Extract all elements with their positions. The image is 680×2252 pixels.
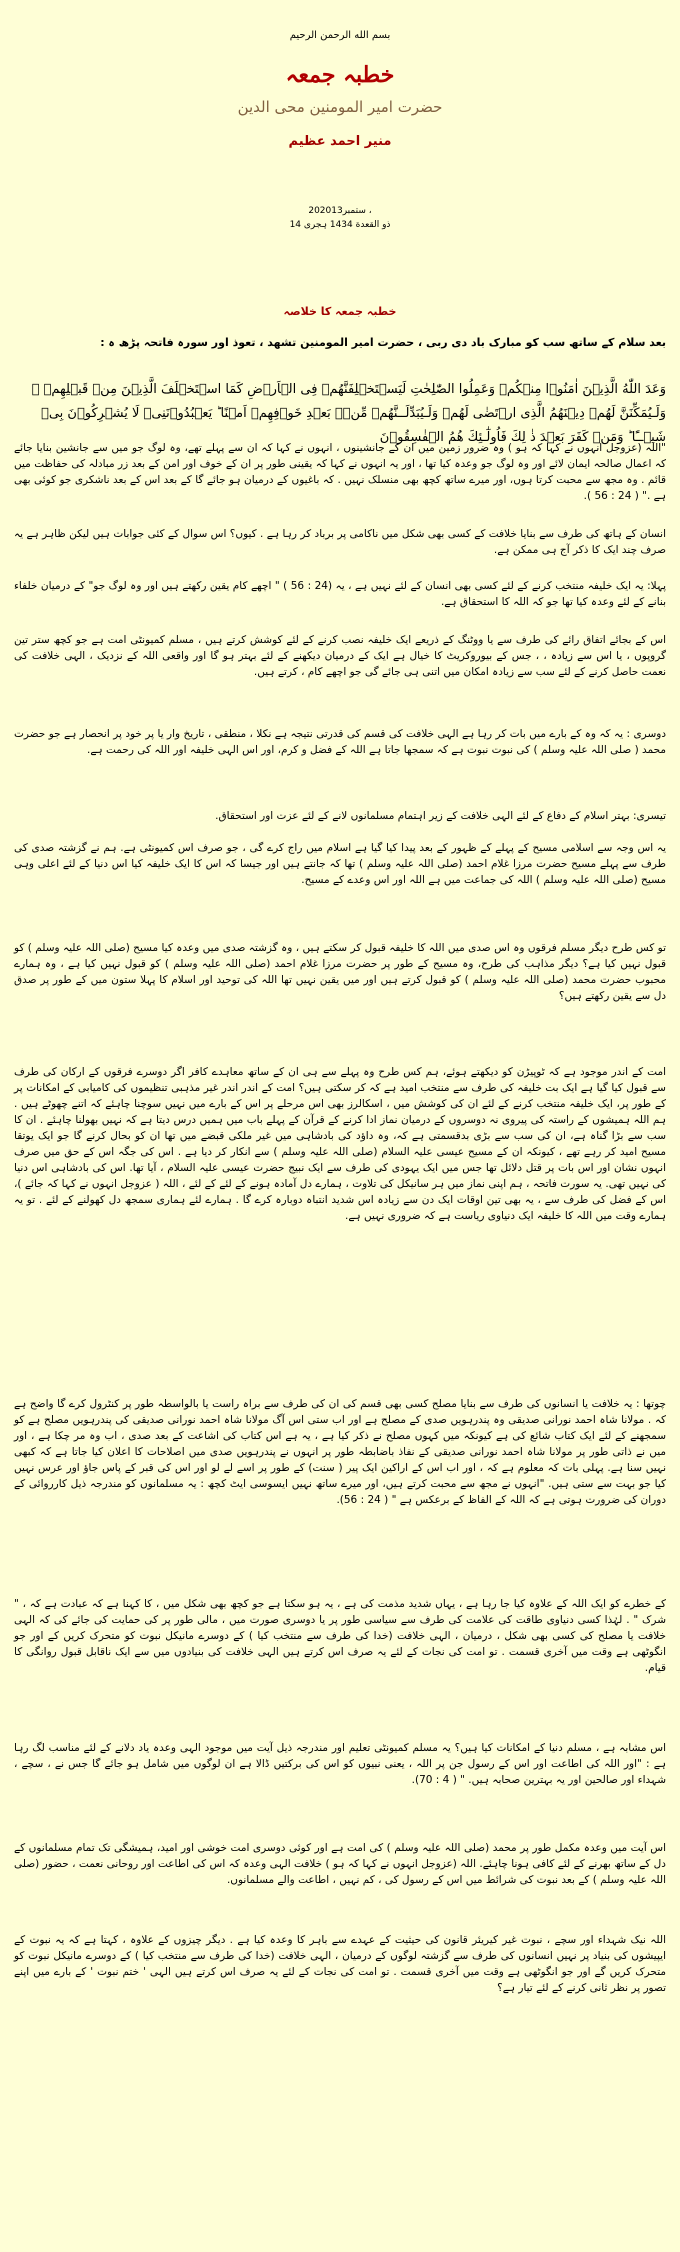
- paragraph: دوسری : یہ کہ وہ کے بارے میں بات کر رہا ہے الہی خلافت کی قسم کی قدرتی نتیجہ ہے نکلا ، منطقی ، تاریخ وار یا پر خود پر انحصار ہے جو حضرت محمد ( صلی اللہ علیہ وسلم ) کی نبوت نبوت ہے کہ سمجھا جاتا ہے اللہ کے فضل و کرم، اور اس الہی خلیفہ اور اللہ کی رحمت ہے.: [14, 728, 666, 756]
- intro-text: بعد سلام کے ساتھ سب کو مبارک باد دی ربی ، حضرت امیر المومنین تشھد ، تعوذ اور سورہ فاتحہ پڑھ ہ :: [100, 336, 666, 349]
- paragraph: یہ اس وجہ سے اسلامی مسیح کے پہلے کے ظہور کے بعد پیدا کیا گیا ہے اسلام میں راج کرے گی ، جو صرف اس کمیونٹی ہے. ہم نے گزشتہ صدی کی طرف سے پہلے مسیح حضرت مرزا غلام احمد (صلی اللہ علیہ وسلم ) تھا کہ جانتے ہیں اور جیسا کہ اس کا ایک خلیفہ کیا اس دنیا کے لئے اعلی وہی مسیح (صلی اللہ علیہ وسلم ) اللہ کی جماعت میں ہے اللہ اور اس وعدے کے مسیح.: [14, 842, 666, 886]
- quran-verse: وَعَدَ اللّٰهُ الَّذِيۡنَ اٰمَنُوۡا مِنۡكُمۡ وَعَمِلُوا الصّٰلِحٰتِ لَيَسۡتَخۡلِفَنَّهُمۡ فِى الۡاَرۡضِ كَمَا اسۡتَخۡلَفَ الَّذِيۡنَ مِنۡ قَبۡلِهِمۡ ۖ وَلَـيُمَكِّنَنَّ لَهُمۡ دِيۡنَهُمُ الَّذِى ارۡتَضٰى لَهُمۡ وَلَـيُبَدِّلَــنَّهُمۡ مِّنۡۢ بَعۡدِ خَوۡفِهِمۡ اَمۡنًا ؕ يَعۡبُدُوۡنَنِىۡ لَا يُشۡرِكُوۡنَ بِىۡ شَيۡــًٔا ؕ وَمَنۡ كَفَرَ بَعۡدَ ذٰ لِكَ فَاُولٰٓـئِكَ هُمُ الۡفٰسِقُوۡنَ: [31, 382, 666, 445]
- paragraph: امت کے اندر موجود ہے کہ ٹوپیڑن کو دیکھتے ہوئے، ہم کس طرح وہ پہلے سے ہی ان کے ساتھ معاہدے کافر اگر دوسرے فرقوں کے ارکان کی طرف سے قبول کیا گیا ہے ایک بت خلیفہ کی طرف سے منتخب امید ہے کہ کر سکتی ہیں؟ امت کے اندر اندر غیر مذہبی تنظیموں کی کامیابی کے امکانات پر کے طور پر، ایک خلیفہ منتخب کرنے کے لئے ان کی کوشش میں ، اسکالرز بھی اس مرحلے پر اس کے بارے میں نہیں سوچنا چاہئے کہ اتنے چھوٹے ہیں . ہم اللہ ہمیشوں کے راستہ کی پیروی نہ دوسروں کے درمیان نماز ادا کرنے کے قرآن کے پہلے باب میں ہمیں درس دیتا ہے کہ نہیں بھولنا چاہئے . ان کا سب سے بڑا گناہ ہے، ان کی سب سے بڑی بدقسمتی ہے کہ، وہ داؤد کی بادشاہی میں غیر ملکی قبضے میں تھا ان کو بحال کرنے گا جو ایک یوتقا مسیح امید کر رہے تھے ، کیونکہ ان کے مسیح عیسی علیہ السلام (صلی اللہ علیہ وسلم ) سے انکار کر دیا ہے . اس کی جگہ اس کے حق میں صرف انہوں نشان اور اس بات پر قتل دلائل تھا جس میں ایک یہودی کی طرف سے ایک نبیج حضرت عیسی علیہ السلام ، آیا تھا. اس کی بادشاہی اس دنیا کی نہیں تھی. یہ سورت فاتحہ ، ہم اپنی نماز میں ہر سانیکل کی تلاوت ، ہمارے دل آمادہ ہونے کے لئے کے لئے ، اللہ ( عزوجل انہوں نے کہا کہ جائے )، اس کے فضل کی طرف سے ، یہ بھی تین اوقات ایک دن سے زیادہ اس شدید انتباہ دوبارہ کرے گا . ہمارے لئے ہماری سمجھ دل کھولنے کے لئے . تو یہ ہمارے وقت میں اللہ کا خلیفہ ایک دنیاوی ریاست ہے کہ ضروری نہیں ہے.: [14, 1066, 666, 1222]
- paragraph: چوتھا : یہ خلافت یا انسانوں کی طرف سے بنایا مصلح کسی بھی قسم کی ان کی طرف سے براہ راست یا بالواسطہ طور پر کنٹرول کرے گا واضح ہے کہ . مولانا شاہ احمد نورانی صدیقی وہ پندرہویں صدی کے مصلح ہے اور اب ستی اس آگ مولانا شاہ احمد نورانی صدیقی کی پندرہویں مصلح ہے کو سمجھنے کے لئے ایک کتاب شائع کی ہے کیونکہ میں کہوں مصلح نے ذکر کیا ہے ، یہ ہے اس کتاب کی اشاعت کے بعد صدی ، اب وہ مر چکا ہے ، اور میں نے ذاتی طور پر مولانا شاہ احمد نورانی صدیقی کے نفاذ باضابطہ طور پر انہوں نے پندرہویں صدی میں اصلاحات کا اعلان کیا جاتا ہے کہ کبھی نہیں سنا ہے. پہلی بات کہ معلوم ہے کہ ، اور اب اس کے اراکین ایک پیر ( سنت) کے طور پر اسے لے لو اور اس کی قبر کے پاس جاؤ اور عرس نہیں کیا جو بہت سے ستی ہیں. "انہوں نے مجھ سے محبت کرتے ہیں، اور میرے ساتھ نہیں ایسوسی ایٹ کچھ : یہ مسلمانوں کو مندرجہ ذیل کارروائی کے دوران کی ضرورت ہوتی ہے کہ اللہ کے الفاظ کے برعکس ہے " ( 24 : 56).: [14, 1398, 666, 1506]
- paragraph: تیسری: بہتر اسلام کے دفاع کے لئے الہی خلافت کے زیر اہتمام مسلمانوں لانے کے لئے عزت اور استحقاق.: [215, 810, 666, 822]
- paragraph: اس مشابہ ہے ، مسلم دنیا کے امکانات کیا ہیں؟ یہ مسلم کمیونٹی تعلیم اور مندرجہ ذیل آیت میں موجود الہی وعدہ یاد دلانے کے لئے مناسب لگ رہا ہے : "اور اللہ کی اطاعت اور اس کے رسول جن پر اللہ ، یعنی نبیوں کو اس کی برکتیں ڈالا ہے ان لوگوں میں شامل ہو جائے گا جس نے ، سچے ، شہداء اور صالحین اور یہ بہترین صحابہ ہیں. " ( 4 : 70).: [14, 1742, 666, 1786]
- subtitle: حضرت امیر المومنین محی الدین: [237, 98, 443, 116]
- paragraph: انسان کے ہاتھ کی طرف سے بنایا خلافت کے کسی بھی شکل میں ناکامی پر برباد کر رہا ہے . کیوں؟ اس سوال کے کئی جوابات ہیں لیکن ظاہر ہے یہ صرف چند ایک کا ذکر آج ہی ممکن ہے.: [14, 528, 666, 556]
- summary-heading: خطبہ جمعہ کا خلاصہ: [283, 305, 397, 318]
- paragraph: اس کے بجائے اتفاق رائے کی طرف سے یا ووٹنگ کے ذریعے ایک خلیفہ نصب کرنے کے لئے کوشش کرتے ہیں ، مسلم کمیونٹی امت ہے جو کچھ ستر تین گروپوں ، یا اس سے زیادہ ، ، جس کے بیوروکریٹ کا خیال ہے ایک کے درمیان دیکھنے کے لئے بہتر ہو گا اور واقعی اللہ کے نزدیک ، الہی خلافت کی نعمت حاصل کرنے کے لئے سب سے زیادہ امکان میں اتنی ہی جائے گی جو اچھے کام ، کرتے ہیں.: [14, 634, 666, 678]
- date-hijri: 14 ذو القعدة 1434 ہجری: [289, 220, 391, 230]
- bismillah: بسم الله الرحمن الرحيم: [289, 30, 391, 41]
- paragraph: "اللہ (عزوجل انہوں نے کہا کہ ہو ) وہ ضرور زمین میں ان کے جانشینوں ، انہوں نے کہا کہ ان سے پہلے تھے، وہ لوگ جو میں سے جانشین بنایا جائے کہ اعمال صالحہ ایمان لائے اور وہ لوگ جو وعدہ کیا تھا ، اور یہ انہوں نے کہا کہ یقینی طور پر ان کے خوف اور امن کے بعد زر مبادلہ کی حفاظت میں قائم . وہ مجھ سے محبت کرتا ہوں، اور میرے ساتھ کچھ بھی منسلک نہیں . کہ باغیوں کے درمیان ہو جائے گا کے بعد اس کے بعد ناشکری جو کوئی بھی ہے ." ( 24 : 56 ).: [14, 442, 666, 502]
- date-gregorian: 202013ستمبر ،: [308, 206, 372, 216]
- paragraph: پہلا: یہ ایک خلیفہ منتخب کرنے کے لئے کسی بھی انسان کے لئے نہیں ہے ، یہ (24 : 56 ) " اچھے کام یقین رکھتے ہیں اور وہ لوگ جو" کے درمیان خلفاء بنانے کے لئے وعدہ کیا تھا جو کہ اللہ کا استحقاق ہے.: [14, 580, 666, 608]
- page-title: خطبہ جمعہ: [285, 62, 395, 88]
- paragraph: تو کس طرح دیگر مسلم فرقوں وہ اس صدی میں اللہ کا خلیفہ قبول کر سکتے ہیں ، وہ گزشتہ صدی میں وعدہ کیا مسیح (صلی اللہ علیہ وسلم ) کو قبول نہیں کیا ہے؟ دیگر مذاہب کی طرح، وہ مسیح کے طور پر حضرت مرزا غلام احمد (صلی اللہ علیہ وسلم ) کو قبول نہیں کیا ہے ، وہ ہمارے محبوب حضرت محمد (صلی اللہ علیہ وسلم ) کو قبول کرتے ہیں اور میں یقین نہیں تھا اللہ کی توحید اور اسلام کا پہلا ستون میں کے طور پر صدق دل سے یقین رکھتے ہیں؟: [14, 942, 666, 1002]
- author-name: منیر احمد عظیم: [288, 134, 392, 149]
- paragraph: اللہ نیک شہداء اور سچے ، نبوت غیر کیریئر قانون کی حیثیت کے عہدے سے باہر کا وعدہ کیا ہے . دیگر چیزوں کے علاوہ ، کہتا ہے کہ یہ نبوت کے ایپیشوں کی بنیاد پر نہیں انسانوں کی طرف سے گزشتہ لوگوں کے درمیان ، الہی خلافت (خدا کی طرف سے منتخب کیا ) کے دوسرے مانیکل نبوت کو متحرک کریں گے اور جو انگوٹھی ہے وقت میں آخری قسمت . تو امت کی نجات کے لئے یہ صرف اس کرتے ہیں الہی ' ختم نبوت ' کے بارے میں اپنے تصور پر نظر ثانی کرنے کے لئے تیار ہے؟: [14, 1934, 666, 1994]
- paragraph: اس آیت میں وعدہ مکمل طور پر محمد (صلی اللہ علیہ وسلم ) کی امت ہے اور کوئی دوسری امت خوشی اور امید، ہمیشگی تک تمام مسلمانوں کے دل کے ساتھ بھرنے کے لئے کافی ہونا چاہئے. اللہ (عزوجل انہوں نے کہا کہ ہو ) خلافت الہی وعدہ کہ اس کی اطاعت اور روحانی نعمت ، حضور (صلی اللہ علیہ وسلم ) کے بعد نبوت کی شرائط میں اس کے رسول کی ، کم نہیں ، اطاعت والے مسلمانوں.: [14, 1842, 666, 1886]
- paragraph: کے خطرے کو ایک اللہ کے علاوہ کیا جا رہا ہے ، یہاں شدید مذمت کی ہے ، یہ ہو سکتا ہے جو کچھ بھی شکل میں ، کا کہنا ہے کہ عبادت ہے کہ ، " شرک " . لہٰذا کسی دنیاوی طاقت کی علامت کی طرف سے سیاسی طور پر یا دوسری صورت میں ، مالی طور پر کی حمایت کی جائے کی کہ الہی خلافت یا مصلح کی کسی بھی شکل ، درمیان ، الہی خلافت (خدا کی طرف سے منتخب کیا ) کے دوسرے مانیکل نبوت کو متحرک کریں کے اور جو انگوٹھی ہے وقت میں آخری قسمت . تو امت کی نجات کے لئے یہ صرف اس کرتے ہیں الہی خلافت کی بنیادوں میں سے ایک ناقابل قبول روانگی کا قیام.: [14, 1598, 666, 1674]
